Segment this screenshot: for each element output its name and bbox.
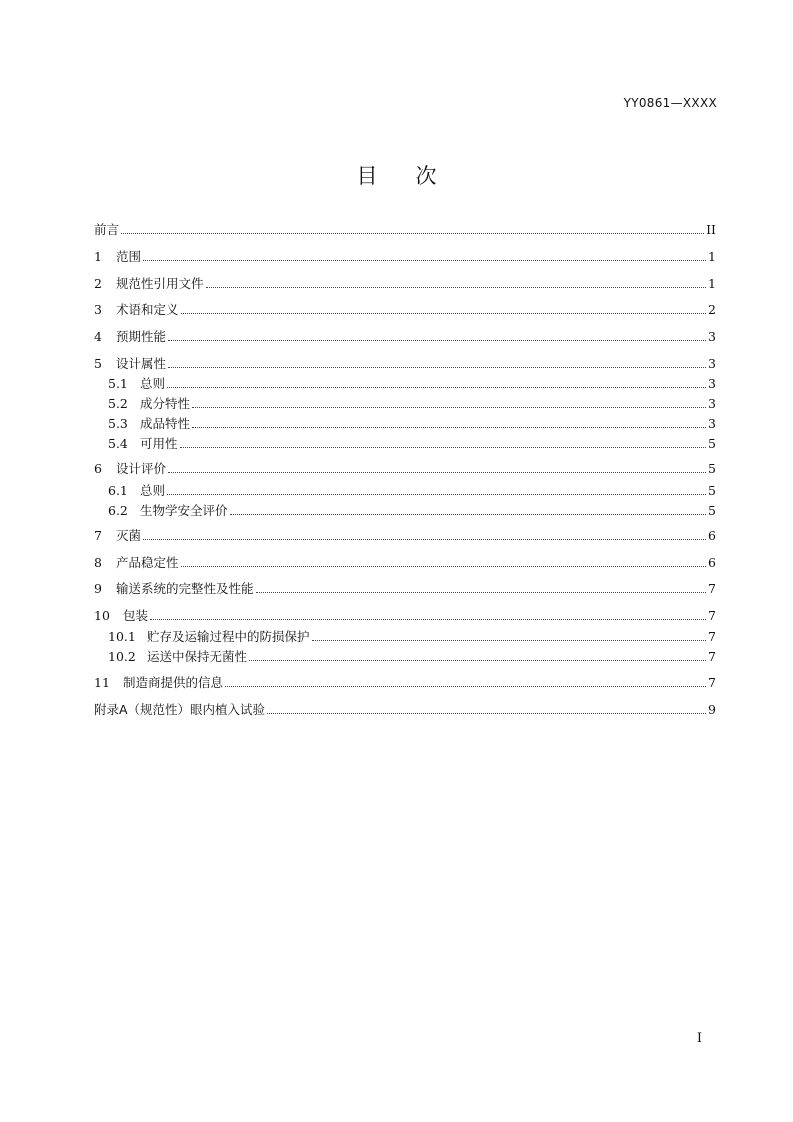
toc-entry-page: 3 (708, 329, 716, 344)
toc-leader (181, 566, 707, 567)
toc-entry-number: 10 (94, 608, 110, 623)
toc-leader (181, 313, 707, 314)
toc-entry-5-3[interactable] (108, 414, 716, 432)
toc-entry-page: 7 (708, 649, 716, 664)
toc-entry-page: 1 (708, 249, 716, 264)
toc-entry-text: 生物学安全评价 (140, 503, 228, 518)
toc-entry-6[interactable] (94, 459, 716, 477)
toc-entry-5-2[interactable] (108, 394, 716, 412)
toc-leader (143, 260, 706, 261)
toc-entry-page: 1 (708, 276, 716, 291)
toc-entry-page: 6 (708, 555, 716, 570)
toc-entry-6-1[interactable] (108, 481, 716, 499)
toc-entry-page: 6 (708, 528, 716, 543)
toc-entry-number: 3 (94, 302, 102, 317)
toc-entry-5[interactable] (94, 354, 716, 372)
toc-entry-page: 7 (708, 608, 716, 623)
toc-entry-page: 2 (708, 302, 716, 317)
toc-leader (150, 619, 706, 620)
toc-entry-text: 范围 (116, 249, 142, 264)
toc-entry-2[interactable] (94, 274, 716, 292)
toc-entry-text: 成品特性 (140, 416, 191, 431)
toc-title-char-1: 目 (356, 164, 378, 188)
toc-leader (192, 407, 706, 408)
toc-leader (180, 447, 707, 448)
toc-entry-page: 7 (708, 629, 716, 644)
toc-entry-number: 6.1 (108, 483, 128, 498)
toc-entry-3[interactable] (94, 300, 716, 318)
standard-code: YY0861—XXXX (623, 96, 717, 110)
toc-leader (206, 287, 707, 288)
toc-entry-page: 5 (708, 436, 716, 451)
toc-title-char-2: 次 (415, 164, 437, 188)
toc-leader (267, 713, 706, 714)
toc-entry-text: 成分特性 (140, 396, 191, 411)
toc-entry-page: 3 (708, 376, 716, 391)
toc-entry-10[interactable] (94, 606, 716, 624)
toc-entry-9[interactable] (94, 579, 716, 597)
toc-entry-number: 5 (94, 356, 102, 371)
toc-leader (249, 660, 706, 661)
toc-entry-11[interactable] (94, 673, 716, 691)
toc-entry-number: 5.2 (108, 396, 128, 411)
toc-entry-text: 设计属性 (116, 356, 167, 371)
toc-entry-number: 6 (94, 461, 102, 476)
toc-entry-text: 包装 (123, 608, 149, 623)
toc-entry-text: 贮存及运输过程中的防损保护 (147, 629, 310, 644)
toc-entry-page: 5 (708, 483, 716, 498)
toc-leader (312, 640, 707, 641)
toc-entry-5-4[interactable] (108, 434, 716, 452)
toc-leader (168, 340, 706, 341)
toc-entry-text: 总则 (140, 376, 166, 391)
page-number: I (696, 1031, 702, 1046)
toc-entry-4[interactable] (94, 327, 716, 345)
toc-entry-text: 运送中保持无菌性 (147, 649, 248, 664)
toc-entry-page: 9 (708, 702, 716, 717)
toc-entry-number: 1 (94, 249, 102, 264)
toc-entry-text: 可用性 (140, 436, 178, 451)
toc-entry-5-1[interactable] (108, 374, 716, 392)
toc-leader (230, 514, 707, 515)
toc-entry-number: 7 (94, 528, 102, 543)
toc-leader (121, 233, 704, 234)
toc-entry-number: 5.4 (108, 436, 128, 451)
toc-leader (256, 592, 707, 593)
toc-entry-text: 总则 (140, 483, 166, 498)
toc-entry-text: 产品稳定性 (116, 555, 179, 570)
toc-entry-text: 输送系统的完整性及性能 (116, 581, 254, 596)
toc-entry-number: 6.2 (108, 503, 128, 518)
toc-entry-text: 术语和定义 (116, 302, 179, 317)
toc-leader (192, 427, 706, 428)
toc-leader (168, 367, 706, 368)
toc-entry-text: 预期性能 (116, 329, 167, 344)
toc-leader (167, 494, 706, 495)
toc-leader (167, 387, 706, 388)
toc-entry-10-1[interactable] (108, 627, 716, 645)
toc-entry-page: 5 (708, 503, 716, 518)
toc-entry-number: 5.3 (108, 416, 128, 431)
toc-entry-annex-a[interactable] (94, 700, 716, 718)
toc-entry-number: 4 (94, 329, 102, 344)
toc-entry-text: 设计评价 (116, 461, 167, 476)
toc-entry-text: 附录A（规范性）眼内植入试验 (94, 702, 266, 717)
toc-entry-number: 10.1 (108, 629, 136, 644)
toc-entry-page: 3 (708, 416, 716, 431)
toc-entry-page: 7 (708, 675, 716, 690)
toc-entry-number: 5.1 (108, 376, 128, 391)
toc-entry-number: 9 (94, 581, 102, 596)
toc-title (0, 160, 793, 190)
toc-entry-7[interactable] (94, 526, 716, 544)
toc-entry-text: 前言 (94, 222, 120, 237)
toc-entry-text: 制造商提供的信息 (123, 675, 224, 690)
toc-entry-10-2[interactable] (108, 647, 716, 665)
toc-entry-foreword[interactable] (94, 220, 716, 238)
toc-entry-1[interactable] (94, 247, 716, 265)
toc-entry-number: 11 (94, 675, 110, 690)
toc-entry-text: 规范性引用文件 (116, 276, 204, 291)
toc-entry-number: 2 (94, 276, 102, 291)
toc-entry-text: 灭菌 (116, 528, 142, 543)
toc-entry-page: 5 (708, 461, 716, 476)
toc-entry-number: 10.2 (108, 649, 136, 664)
toc-leader (143, 539, 706, 540)
toc-leader (225, 686, 706, 687)
toc-entry-page: 7 (708, 581, 716, 596)
toc-entry-page: 3 (708, 356, 716, 371)
toc-entry-page: 3 (708, 396, 716, 411)
toc-entry-6-2[interactable] (108, 501, 716, 519)
toc-entry-page: II (706, 222, 716, 237)
toc-leader (168, 472, 706, 473)
toc-entry-8[interactable] (94, 553, 716, 571)
toc-entry-number: 8 (94, 555, 102, 570)
